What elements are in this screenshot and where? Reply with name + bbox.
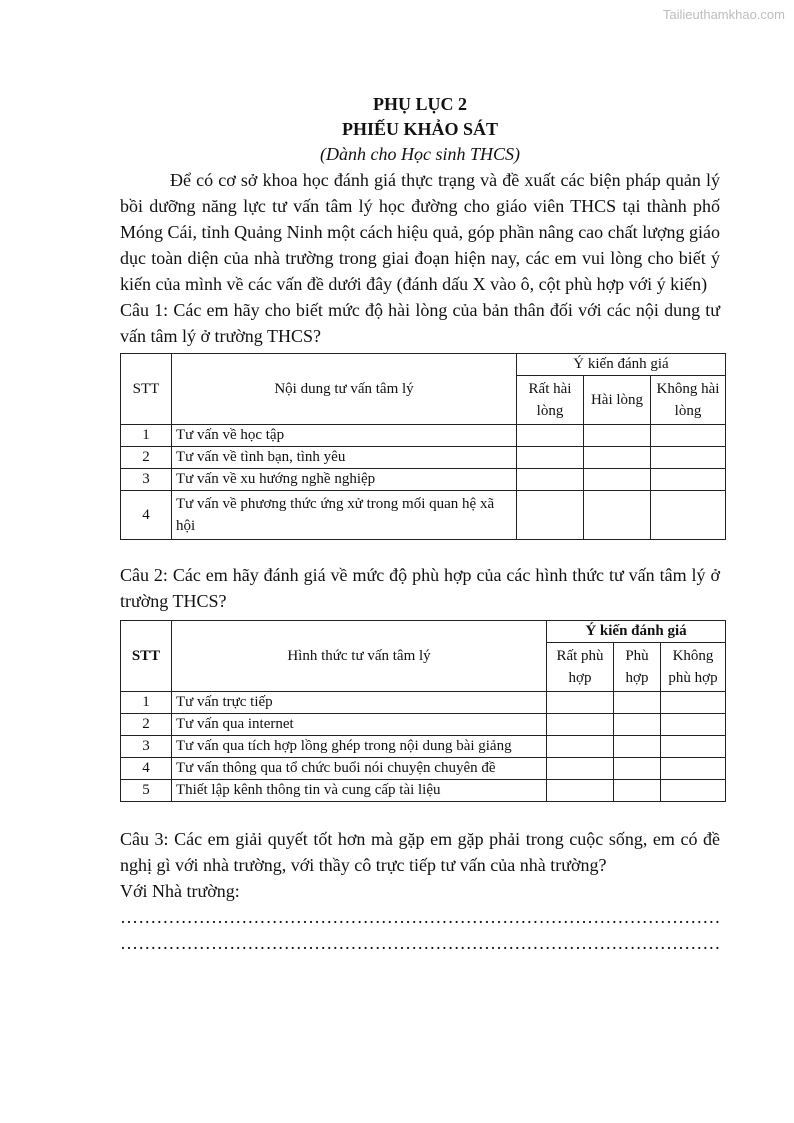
q1-row-4-cell-c[interactable] [651, 491, 726, 540]
table-row [121, 714, 726, 736]
q2-row-4-no: 4 [121, 758, 172, 780]
watermark: Tailieuthamkhao.com [662, 7, 785, 22]
table-row [121, 692, 726, 714]
q2-row-3-text: Tư vấn qua tích hợp lồng ghép trong nội dung bài giảng [172, 736, 547, 758]
question-1-table [120, 353, 726, 540]
q2-row-1-cell-c[interactable] [661, 692, 726, 714]
q1-row-3-text: Tư vấn về xu hướng nghề nghiệp [172, 469, 517, 491]
q1-row-2-text: Tư vấn về tình bạn, tình yêu [172, 447, 517, 469]
table-row [121, 447, 726, 469]
appendix-heading: PHỤ LỤC 2 [373, 94, 467, 114]
q1-row-2-cell-c[interactable] [651, 447, 726, 469]
q1-row-3-cell-b[interactable] [584, 469, 651, 491]
q2-row-3-no: 3 [121, 736, 172, 758]
q1-row-1-no: 1 [121, 425, 172, 447]
q1-row-2-no: 2 [121, 447, 172, 469]
q1-row-3-cell-a[interactable] [517, 469, 584, 491]
q2-row-1-cell-a[interactable] [547, 692, 614, 714]
q1-row-4-no: 4 [121, 491, 172, 540]
q2-row-2-cell-b[interactable] [614, 714, 661, 736]
q2-col-content: Hình thức tư vấn tâm lý [172, 621, 547, 692]
q1-row-1-cell-c[interactable] [651, 425, 726, 447]
question-3-label: Với Nhà trường: [120, 881, 240, 901]
table-row [121, 491, 726, 540]
document-page [120, 92, 720, 956]
q2-opt-very-suitable: Rất phù hợp [547, 643, 614, 692]
q1-col-group: Ý kiến đánh giá [517, 354, 726, 376]
q2-row-2-no: 2 [121, 714, 172, 736]
question-3: Câu 3: Các em giải quyết tốt hơn mà gặp em gặp phải trong cuộc sống, em có đề nghị gì với nhà trường, với thầy cô trực tiếp tư vấn của nhà trường? [120, 829, 720, 875]
q1-row-2-cell-a[interactable] [517, 447, 584, 469]
answer-line-1[interactable]: ……………………………………………………………………………………… [120, 907, 721, 927]
table-row [121, 469, 726, 491]
q2-row-5-cell-c[interactable] [661, 780, 726, 802]
q1-col-stt: STT [121, 354, 172, 425]
q1-row-4-text: Tư vấn về phương thức ứng xử trong mối quan hệ xã hội [172, 491, 517, 540]
q2-row-2-cell-a[interactable] [547, 714, 614, 736]
q2-row-1-text: Tư vấn trực tiếp [172, 692, 547, 714]
q2-row-4-cell-a[interactable] [547, 758, 614, 780]
answer-line-2[interactable]: ……………………………………………………………………………………… [120, 933, 721, 953]
q2-row-5-cell-b[interactable] [614, 780, 661, 802]
question-2: Câu 2: Các em hãy đánh giá về mức độ phù hợp của các hình thức tư vấn tâm lý ở trường THCS? [120, 565, 720, 611]
q2-row-2-cell-c[interactable] [661, 714, 726, 736]
q2-row-3-cell-c[interactable] [661, 736, 726, 758]
q2-col-group: Ý kiến đánh giá [547, 621, 726, 643]
q2-row-5-text: Thiết lập kênh thông tin và cung cấp tài liệu [172, 780, 547, 802]
q2-opt-suitable: Phù hợp [614, 643, 661, 692]
table-row [121, 425, 726, 447]
q2-row-1-no: 1 [121, 692, 172, 714]
q1-opt-not-satisfied: Không hài lòng [651, 376, 726, 425]
q2-row-5-no: 5 [121, 780, 172, 802]
intro-paragraph: Để có cơ sở khoa học đánh giá thực trạng và đề xuất các biện pháp quản lý bồi dưỡng năng lực tư vấn tâm lý học đường cho giáo viên THCS tại thành phố Móng Cái, tỉnh Quảng Ninh một cách hiệu quả, góp phần nâng cao chất lượng giáo dục toàn diện của nhà trường trong giai đoạn hiện nay, các em vui lòng cho biết ý kiến của mình về các vấn đề dưới đây (đánh dấu X vào ô, cột phù hợp với ý kiến) [120, 170, 720, 294]
table-row [121, 780, 726, 802]
table-row [121, 758, 726, 780]
q1-row-4-cell-b[interactable] [584, 491, 651, 540]
q2-row-2-text: Tư vấn qua internet [172, 714, 547, 736]
q2-row-4-cell-b[interactable] [614, 758, 661, 780]
q2-row-3-cell-b[interactable] [614, 736, 661, 758]
table-row [121, 736, 726, 758]
q1-opt-very-satisfied: Rất hài lòng [517, 376, 584, 425]
q2-row-4-cell-c[interactable] [661, 758, 726, 780]
q1-col-content: Nội dung tư vấn tâm lý [172, 354, 517, 425]
survey-subtitle: (Dành cho Học sinh THCS) [320, 144, 520, 164]
q1-opt-satisfied: Hài lòng [584, 376, 651, 425]
q1-row-1-cell-b[interactable] [584, 425, 651, 447]
q2-row-3-cell-a[interactable] [547, 736, 614, 758]
q1-row-3-no: 3 [121, 469, 172, 491]
q1-row-4-cell-a[interactable] [517, 491, 584, 540]
q2-opt-not-suitable: Không phù hợp [661, 643, 726, 692]
question-1: Câu 1: Các em hãy cho biết mức độ hài lòng của bản thân đối với các nội dung tư vấn tâm lý ở trường THCS? [120, 300, 720, 346]
survey-title: PHIẾU KHẢO SÁT [341, 119, 499, 139]
q1-row-1-text: Tư vấn về học tập [172, 425, 517, 447]
question-2-table [120, 620, 726, 802]
q2-col-stt: STT [121, 621, 172, 692]
q1-row-2-cell-b[interactable] [584, 447, 651, 469]
q1-row-3-cell-c[interactable] [651, 469, 726, 491]
q2-row-4-text: Tư vấn thông qua tổ chức buổi nói chuyện chuyên đề [172, 758, 547, 780]
q2-row-5-cell-a[interactable] [547, 780, 614, 802]
q1-row-1-cell-a[interactable] [517, 425, 584, 447]
q2-row-1-cell-b[interactable] [614, 692, 661, 714]
